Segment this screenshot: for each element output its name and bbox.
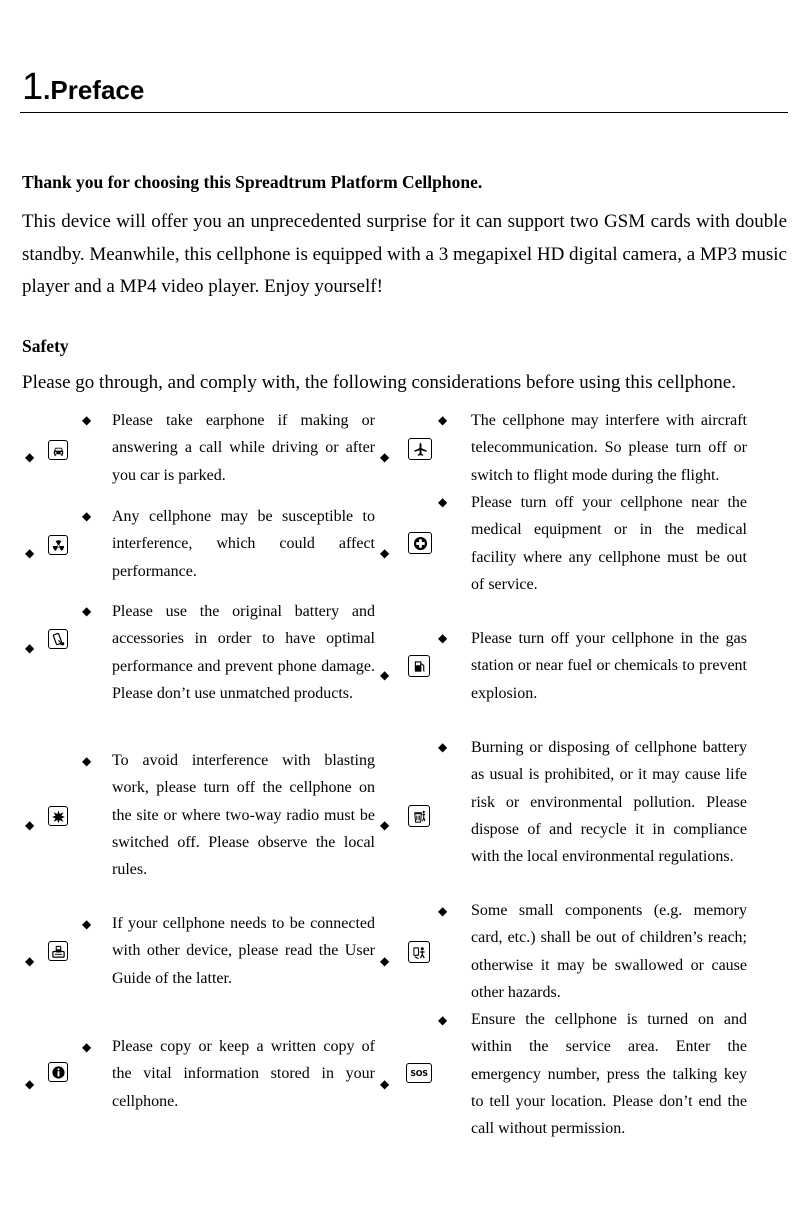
safety-item-text: Some small components (e.g. memory card, etc.) shall be out of children’s reach; otherwise it may be swallowed or cause other hazards. xyxy=(471,902,747,1001)
bullet: ◆ xyxy=(438,1013,448,1027)
safety-item-text: If your cellphone needs to be connected with other device, please read the User Guide of the latter. xyxy=(112,915,375,987)
radiation-icon xyxy=(48,535,68,555)
device-connect-icon xyxy=(48,941,68,961)
bullet: ◆ xyxy=(438,904,448,918)
bullet: ◆ xyxy=(438,740,448,754)
bullet: ◆ xyxy=(82,1040,92,1054)
bullet: ◆ xyxy=(438,631,448,645)
section-number-dot: . xyxy=(43,75,51,105)
bullet: ◆ xyxy=(25,546,35,560)
bullet: ◆ xyxy=(25,641,35,655)
safety-item-text: Ensure the cellphone is turned on and within the service area. Enter the emergency number, press the talking key to tell your location. Please don’t end the call without permission. xyxy=(471,1011,747,1138)
safety-intro: Please go through, and comply with, the following considerations before using this cellphone. xyxy=(22,372,736,393)
sos-icon xyxy=(406,1063,432,1083)
battery-phone-icon xyxy=(48,629,68,649)
medical-cross-icon xyxy=(408,532,432,554)
safety-item-text: Please turn off your cellphone in the gas station or near fuel or chemicals to prevent explosion. xyxy=(471,630,747,702)
sos-icon-label: SOS xyxy=(410,1068,428,1078)
intro-paragraph: This device will offer you an unprecedented surprise for it can support two GSM cards with double standby. Meanwhile, this cellphone is equipped with a 3 megapixel HD digital camera, a MP3 music player and a MP4 video player. Enjoy yourself! xyxy=(22,211,787,297)
bullet: ◆ xyxy=(82,917,92,931)
bullet: ◆ xyxy=(82,754,92,768)
thanks-line: Thank you for choosing this Spreadtrum Platform Cellphone. xyxy=(22,172,483,192)
safety-item-text: The cellphone may interfere with aircraft telecommunication. So please turn off or switch to flight mode during the flight. xyxy=(471,412,747,484)
bullet: ◆ xyxy=(438,495,448,509)
info-icon xyxy=(48,1062,68,1082)
bullet: ◆ xyxy=(25,450,35,464)
bullet: ◆ xyxy=(25,1077,35,1091)
blast-icon xyxy=(48,806,68,826)
child-safety-icon xyxy=(408,941,430,963)
bullet: ◆ xyxy=(380,450,390,464)
page-heading xyxy=(22,66,144,109)
safety-item-text: Burning or disposing of cellphone battery as usual is prohibited, or it may cause life risk or environmental pollution. Please dispose of and recycle it in compliance with the local environmental regulations. xyxy=(471,739,747,866)
safety-item-text: Please use the original battery and accessories in order to have optimal performance and prevent phone damage. Please don’t use unmatched products. xyxy=(112,603,375,702)
airplane-icon xyxy=(408,438,432,460)
bullet: ◆ xyxy=(380,818,390,832)
safety-item-text: Please turn off your cellphone near the medical equipment or in the medical facility where any cellphone must be out of service. xyxy=(471,494,747,593)
bullet: ◆ xyxy=(25,818,35,832)
car-icon xyxy=(48,440,68,460)
section-number: 1 xyxy=(22,66,44,108)
bullet: ◆ xyxy=(25,954,35,968)
bullet: ◆ xyxy=(82,604,92,618)
bullet: ◆ xyxy=(380,954,390,968)
safety-item-text: Please take earphone if making or answering a call while driving or after you car is parked. xyxy=(112,412,375,484)
bullet: ◆ xyxy=(438,413,448,427)
bullet: ◆ xyxy=(82,413,92,427)
safety-item-text: Please copy or keep a written copy of the vital information stored in your cellphone. xyxy=(112,1038,375,1110)
bullet: ◆ xyxy=(82,509,92,523)
bullet: ◆ xyxy=(380,668,390,682)
fuel-pump-icon xyxy=(408,655,430,677)
bullet: ◆ xyxy=(380,546,390,560)
section-title: Preface xyxy=(50,75,145,105)
safety-item-text: To avoid interference with blasting work, please turn off the cellphone on the site or where two-way radio must be switched off. Please observe the local rules. xyxy=(112,752,375,879)
recycle-bin-icon xyxy=(408,805,430,827)
heading-rule xyxy=(20,112,788,113)
safety-item-text: Any cellphone may be susceptible to interference, which could affect performance. xyxy=(112,508,375,580)
safety-heading: Safety xyxy=(22,336,69,356)
bullet: ◆ xyxy=(380,1077,390,1091)
